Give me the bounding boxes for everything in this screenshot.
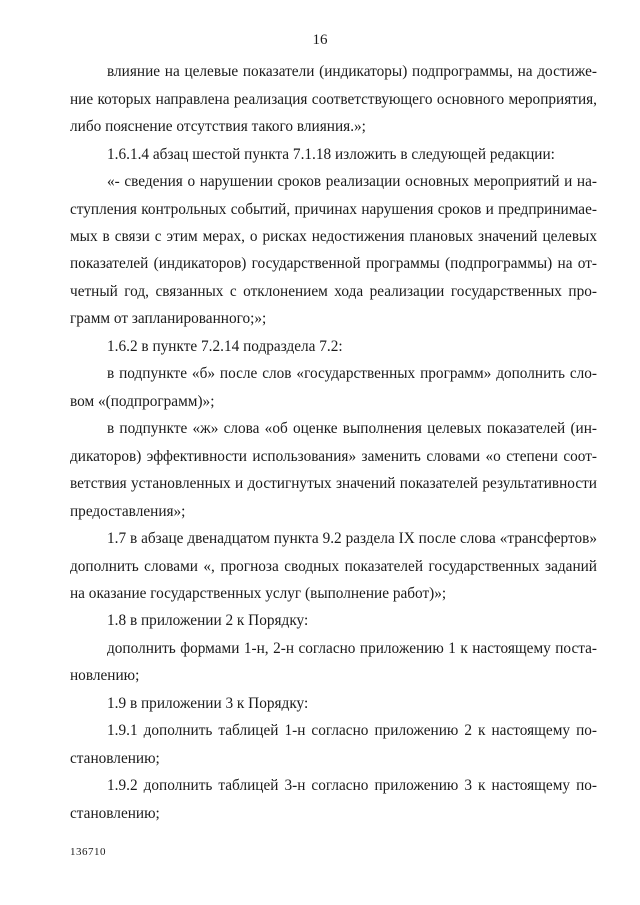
text-line: ние которых направлена реализация соответствующего основного мероприятия,: [70, 91, 597, 108]
text-line: на оказание государственных услуг (выполнение работ)»;: [70, 585, 447, 602]
page-number: 16: [312, 32, 328, 48]
text-line: грамм от запланированного;»;: [70, 310, 267, 327]
text-line: влияние на целевые показатели (индикаторы) подпрограммы, на достиже-: [107, 63, 597, 80]
text-line: 1.8 в приложении 2 к Порядку:: [107, 612, 309, 629]
text-line: 1.9.1 дополнить таблицей 1-н согласно приложению 2 к настоящему по-: [107, 722, 597, 739]
text-line: ступления контрольных событий, причинах нарушения сроков и предпринимае-: [70, 201, 597, 218]
text-line: «- сведения о нарушении сроков реализации основных мероприятий и на-: [107, 173, 597, 190]
text-line: ветствия установленных и достигнутых значений показателей результативности: [70, 475, 597, 492]
text-line: в подпункте «б» после слов «государственных программ» дополнить сло-: [107, 365, 597, 382]
text-line: мых в связи с этим мерах, о рисках недостижения плановых значений целевых: [70, 228, 597, 245]
text-line: либо пояснение отсутствия такого влияния.»;: [70, 118, 366, 135]
text-line: становлению;: [70, 750, 160, 767]
text-line: предоставления»;: [70, 503, 186, 520]
text-line: 1.6.1.4 абзац шестой пункта 7.1.18 изложить в следующей редакции:: [107, 146, 555, 163]
text-line: дикаторов) эффективности использования» заменить словами «о степени соот-: [70, 448, 597, 465]
text-line: 1.9.2 дополнить таблицей 3-н согласно приложению 3 к настоящему по-: [107, 777, 597, 794]
text-line: дополнить формами 1-н, 2-н согласно приложению 1 к настоящему поста-: [107, 640, 597, 657]
text-line: четный год, связанных с отклонением хода реализации государственных про-: [70, 283, 597, 300]
text-line: вом «(подпрограмм)»;: [70, 393, 215, 410]
text-line: новлению;: [70, 667, 140, 684]
text-line: показателей (индикаторов) государственной программы (подпрограммы) на от-: [70, 255, 597, 272]
text-line: дополнить словами «, прогноза сводных показателей государственных заданий: [70, 558, 597, 575]
document-code: 136710: [70, 846, 106, 858]
text-line: 1.6.2 в пункте 7.2.14 подраздела 7.2:: [107, 338, 343, 355]
text-line: 1.9 в приложении 3 к Порядку:: [107, 695, 309, 712]
text-line: становлению;: [70, 805, 160, 822]
text-line: в подпункте «ж» слова «об оценке выполнения целевых показателей (ин-: [107, 420, 597, 437]
text-line: 1.7 в абзаце двенадцатом пункта 9.2 раздела IX после слова «трансфертов»: [107, 530, 597, 547]
